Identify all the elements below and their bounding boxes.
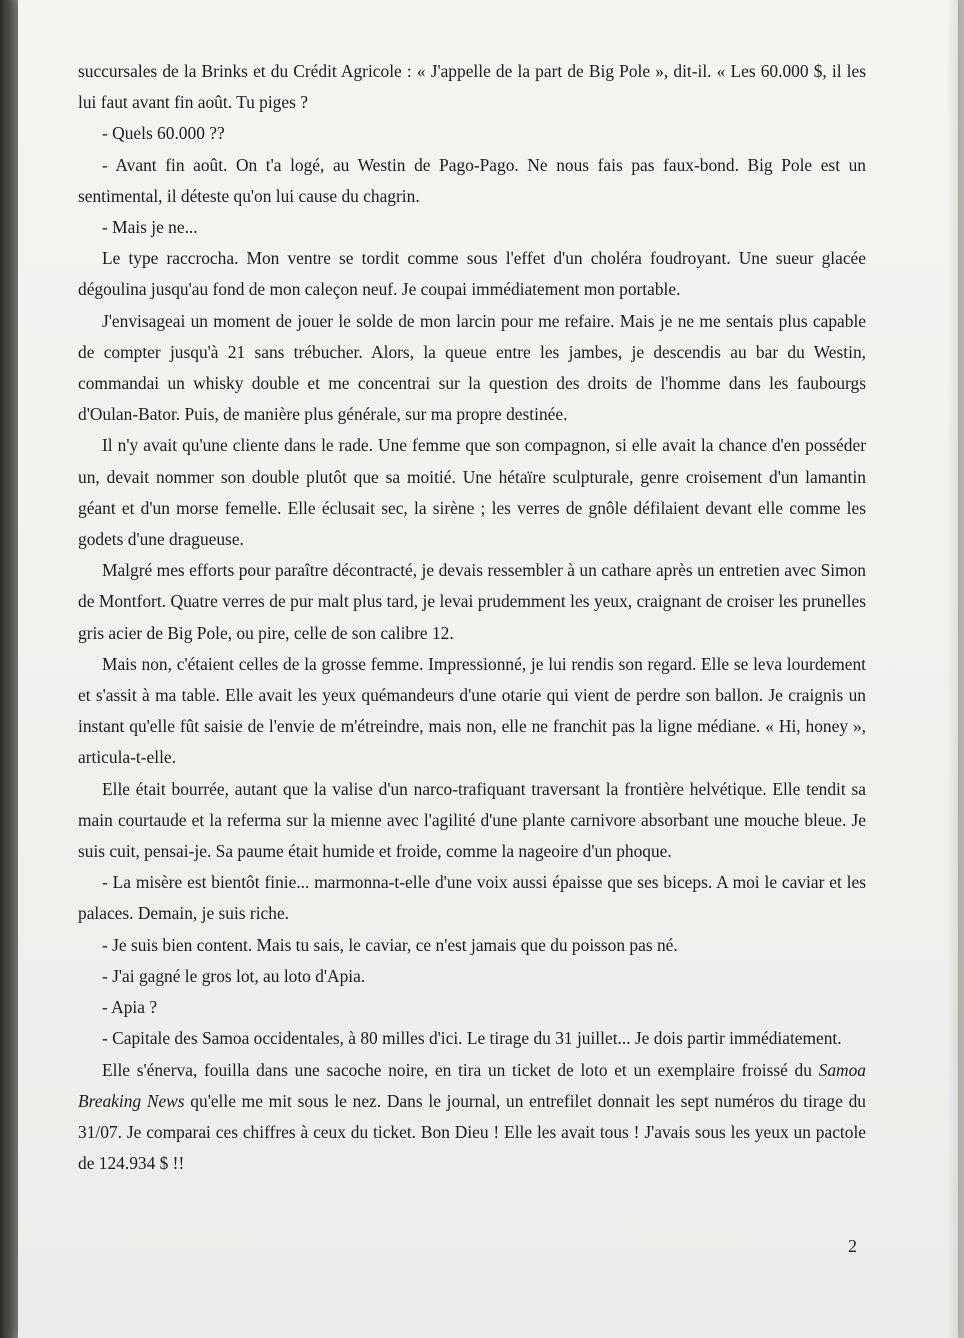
- page-number: 2: [848, 1236, 857, 1256]
- paragraph: Il n'y avait qu'une cliente dans le rade. Une femme que son compagnon, si elle avait la chance d'en posséder un, devait nommer son double plutôt que sa moitié. Une hétaïre sculpturale, genre croisement d'un lamantin géant et d'un morse femelle. Elle éclusait sec, la sirène ; les verres de gnôle défilaient devant elle comme les godets d'une dragueuse.: [78, 435, 866, 550]
- dialogue-line: - Je suis bien content. Mais tu sais, le caviar, ce n'est jamais que du poisson pas né.: [102, 934, 678, 955]
- final-paragraph-start: Elle s'énerva, fouilla dans une sacoche noire, en tira un ticket de loto et un exemplaire froissé du: [102, 1059, 819, 1080]
- dialogue-line: - J'ai gagné le gros lot, au loto d'Apia.: [102, 965, 366, 986]
- dialogue-line: - Apia ?: [102, 997, 158, 1018]
- sheet-edge-shadow: [946, 0, 958, 1338]
- body-text: [78, 56, 866, 1179]
- paragraph: succursales de la Brinks et du Crédit Agricole : « J'appelle de la part de Big Pole », dit-il. « Les 60.000 $, il les lui faut avant fin août. Tu piges ?: [78, 61, 866, 113]
- newspaper-title: Samoa Breaking News: [78, 1059, 866, 1111]
- paragraph: Malgré mes efforts pour paraître décontracté, je devais ressembler à un cathare après un entretien avec Simon de Montfort. Quatre verres de pur malt plus tard, je levai prudemment les yeux, craignant de croiser les prunelles gris acier de Big Pole, ou pire, celle de son calibre 12.: [78, 560, 866, 643]
- paragraph: Le type raccrocha. Mon ventre se tordit comme sous l'effet d'un choléra foudroyant. Une sueur glacée dégoulina jusqu'au fond de mon caleçon neuf. Je coupai immédiatement mon portable.: [78, 248, 866, 300]
- final-paragraph: [78, 1055, 866, 1180]
- final-paragraph-end: qu'elle me mit sous le nez. Dans le journal, un entrefilet donnait les sept numéros du tirage du 31/07. Je comparai ces chiffres à ceux du ticket. Bon Dieu ! Elle les avait tous ! J'avais sous les yeux un pactole de 124.934 $ !!: [78, 1090, 866, 1174]
- paper-sheet: [18, 0, 958, 1338]
- dialogue-line: - La misère est bientôt finie... marmonna-t-elle d'une voix aussi épaisse que ses biceps. A moi le caviar et les palaces. Demain, je suis riche.: [78, 872, 866, 924]
- dialogue-line: - Quels 60.000 ??: [102, 123, 225, 144]
- dialogue-line: - Capitale des Samoa occidentales, à 80 milles d'ici. Le tirage du 31 juillet... Je dois partir immédiatement.: [102, 1028, 842, 1049]
- dialogue-line: - Avant fin août. On t'a logé, au Westin de Pago-Pago. Ne nous fais pas faux-bond. Big Pole est un sentimental, il déteste qu'on lui cause du chagrin.: [78, 154, 866, 206]
- paragraph: Elle était bourrée, autant que la valise d'un narco-trafiquant traversant la frontière helvétique. Elle tendit sa main courtaude et la referma sur la mienne avec l'agilité d'une plante carnivore absorbant une mouche bleue. Je suis cuit, pensai-je. Sa paume était humide et froide, comme la nageoire d'un phoque.: [78, 778, 866, 862]
- paragraph: J'envisageai un moment de jouer le solde de mon larcin pour me refaire. Mais je ne me sentais plus capable de compter jusqu'à 21 sans trébucher. Alors, la queue entre les jambes, je descendis au bar du Westin, commandai un whisky double et me concentrai sur la question des droits de l'homme dans les faubourgs d'Oulan-Bator. Puis, de manière plus générale, sur ma propre destinée.: [78, 310, 866, 425]
- dialogue-line: - Mais je ne...: [102, 217, 198, 238]
- paragraph: Mais non, c'étaient celles de la grosse femme. Impressionné, je lui rendis son regard. Elle se leva lourdement et s'assit à ma table. Elle avait les yeux quémandeurs d'une otarie qui vient de perdre son ballon. Je craignis un instant qu'elle fût saisie de l'envie de m'étreindre, mais non, elle ne franchit pas la ligne médiane. « Hi, honey », articula-t-elle.: [78, 653, 866, 768]
